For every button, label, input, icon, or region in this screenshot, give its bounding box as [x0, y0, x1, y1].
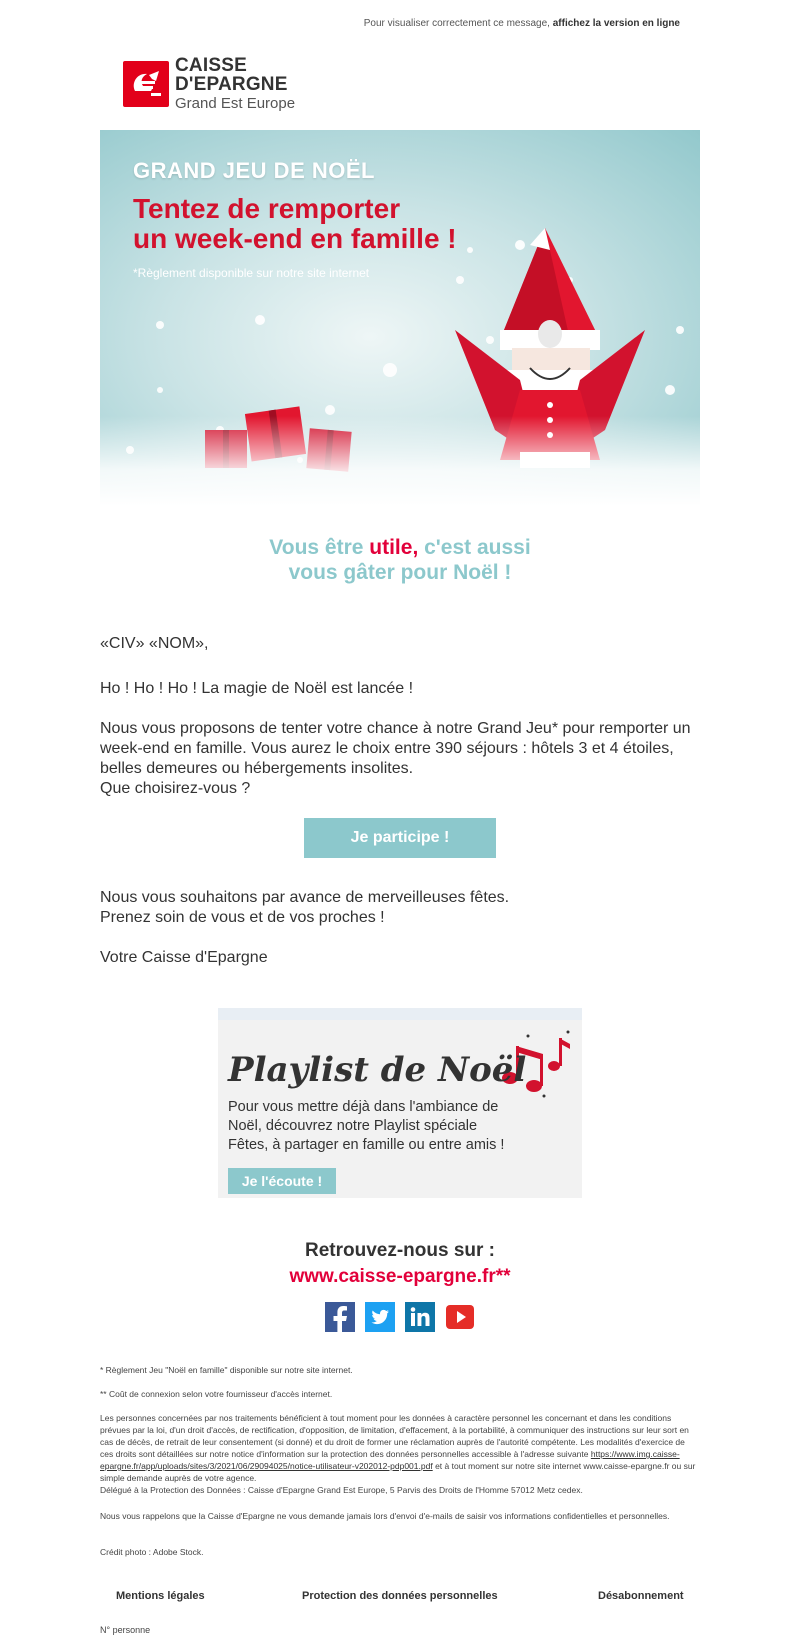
- person-number: N° personne: [100, 1625, 151, 1635]
- tagline-accent: utile,: [369, 536, 419, 559]
- hero-banner[interactable]: [100, 130, 700, 506]
- logo-line-1: CAISSE: [175, 55, 247, 76]
- intro-text: Ho ! Ho ! Ho ! La magie de Noël est lancée !: [100, 680, 414, 697]
- preheader: [364, 18, 680, 29]
- participate-button[interactable]: Je participe !: [304, 818, 496, 858]
- unsubscribe-link[interactable]: Désabonnement: [598, 1590, 684, 1602]
- website-link[interactable]: www.caisse-epargne.fr**: [289, 1266, 511, 1287]
- legal-privacy-notice: [100, 1412, 700, 1496]
- follow-us: [100, 1238, 700, 1290]
- facebook-icon[interactable]: [325, 1302, 355, 1332]
- legal-mentions-link[interactable]: Mentions légales: [116, 1590, 205, 1602]
- photo-credit: Crédit photo : Adobe Stock.: [100, 1547, 204, 1557]
- offer-paragraph: [100, 719, 700, 799]
- logo-line-2: D'EPARGNE: [175, 74, 288, 95]
- preheader-text: Pour visualiser correctement ce message,: [363, 18, 550, 29]
- wishes-line-2: Prenez soin de vous et de vos proches !: [100, 909, 385, 926]
- playlist-title: Playlist de Noël: [228, 1050, 527, 1090]
- caisse-epargne-logo: [123, 56, 295, 111]
- hero-kicker: GRAND JEU DE NOËL: [133, 158, 375, 183]
- privacy-notice-link[interactable]: https://www.img.caisse-epargne.fr/app/uploads/sites/3/2021/06/29094025/notice-utilisateur-v202012-pdp001.pdf: [100, 1449, 680, 1471]
- hero-rules-note: *Règlement disponible sur notre site internet: [133, 266, 370, 280]
- tagline-part-1: Vous être: [269, 536, 370, 559]
- playlist-banner[interactable]: [218, 1008, 582, 1198]
- social-links: [325, 1302, 475, 1332]
- listen-button[interactable]: Je l'écoute !: [228, 1168, 336, 1194]
- linkedin-icon[interactable]: [405, 1302, 435, 1332]
- squirrel-logo-icon: [123, 61, 169, 107]
- tagline-part-2: c'est aussi: [418, 536, 531, 559]
- wishes-line-1: Nous vous souhaitons par avance de merveilleuses fêtes.: [100, 889, 510, 906]
- data-protection-link[interactable]: Protection des données personnelles: [302, 1590, 498, 1602]
- privacy-text-after: et à tout moment sur notre site internet www.caisse-epargne.fr ou sur simple demande auprès de votre agence.: [100, 1461, 696, 1483]
- playlist-description: Pour vous mettre déjà dans l'ambiance de Noël, découvrez notre Playlist spéciale Fêtes, à partager en famille ou entre amis !: [228, 1099, 505, 1153]
- follow-label: Retrouvez-nous sur :: [304, 1240, 496, 1261]
- privacy-text-before: Les personnes concernées par nos traitements bénéficient à tout moment pour les données à caractère personnel les concernant et dans les conditions prévues par la loi, d'un droit d'accès, de rectification, d'opposition, de limitation, d'effacement, à la portabilité, à communiquer des instructions sur leur sort en cas de décès, de retrait de leur consentement (si donné) et du droit de former une réclamation auprès de l'autorité compétente. Les modalités d'exercice de ces droits sont détaillées sur notre notice d'information sur la protection des données personnelles accessible à l'adresse suivante: [100, 1413, 689, 1459]
- tagline-line-2: vous gâter pour Noël !: [288, 561, 512, 584]
- youtube-icon[interactable]: [445, 1302, 475, 1332]
- tagline: [100, 535, 700, 585]
- hero-headline-line-1: Tentez de remporter: [133, 193, 401, 224]
- view-online-link[interactable]: affichez la version en ligne: [552, 18, 680, 29]
- twitter-icon[interactable]: [365, 1302, 395, 1332]
- logo-line-3: Grand Est Europe: [175, 95, 296, 112]
- legal-note-connection-cost: ** Coût de connexion selon votre fournisseur d'accès internet.: [100, 1389, 333, 1399]
- greeting: «CIV» «NOM»,: [100, 635, 209, 652]
- hero-headline: [133, 194, 457, 254]
- wishes-paragraph: [100, 888, 700, 928]
- hero-headline-line-2: un week-end en famille !: [133, 223, 457, 254]
- offer-text: Nous vous proposons de tenter votre chance à notre Grand Jeu* pour remporter un week-end en famille. Vous aurez le choix entre 390 séjours : hôtels 3 et 4 étoiles, belles demeures ou hébergements insolites.: [100, 720, 691, 777]
- snow-floor: [100, 416, 700, 506]
- offer-question: Que choisirez-vous ?: [100, 780, 251, 797]
- dpo-address: Délégué à la Protection des Données : Caisse d'Epargne Grand Est Europe, 5 Parvis des Droits de l'Homme 57012 Metz cedex.: [100, 1485, 583, 1495]
- signature: Votre Caisse d'Epargne: [100, 949, 268, 966]
- legal-note-rules: * Règlement Jeu "Noël en famille" disponible sur notre site internet.: [100, 1365, 353, 1375]
- legal-reminder: Nous vous rappelons que la Caisse d'Epargne ne vous demande jamais lors d'envoi d'e-mails de saisir vos informations confidentielles et personnelles.: [100, 1511, 670, 1521]
